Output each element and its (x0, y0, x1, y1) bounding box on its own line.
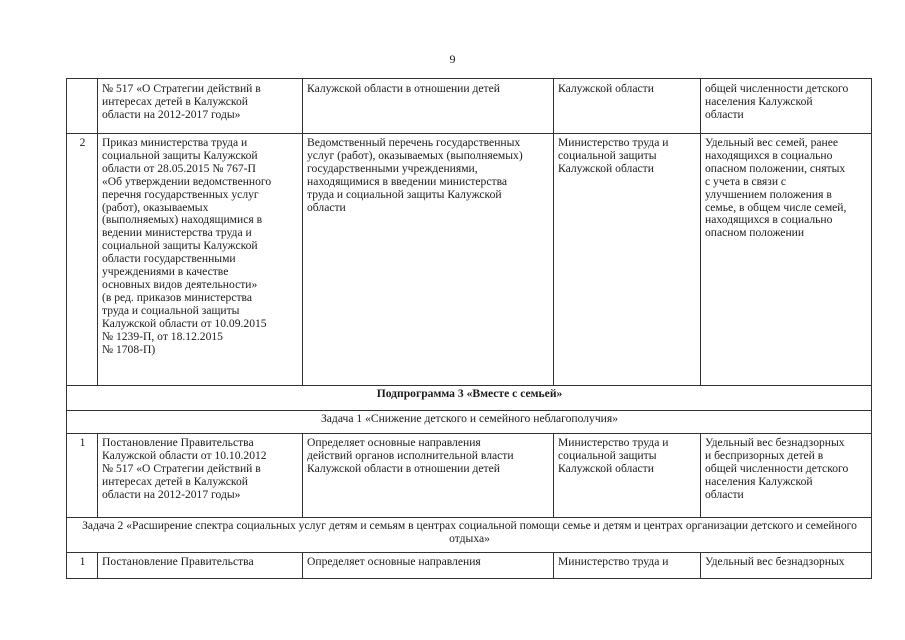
page-number: 9 (449, 52, 456, 66)
subprogram-heading-row (67, 386, 872, 411)
row-number-cell: 1 (67, 553, 98, 579)
row-number-cell: 1 (67, 434, 98, 518)
row-number-cell: 2 (67, 134, 98, 386)
purpose-cell: Ведомственный перечень государственных услуг (работ), оказываемых (выполняемых) государственными учреждениями, находящимися в введении министерства труда и социальной защиты Калужской области (303, 134, 554, 386)
table-row (67, 79, 872, 134)
table-row (67, 553, 872, 579)
responsible-cell: Министерство труда и социальной защиты Калужской области (554, 434, 701, 518)
indicator-cell: общей численности детского населения Калужской области (701, 79, 872, 134)
responsible-cell: Министерство труда и (554, 553, 701, 579)
responsible-cell: Министерство труда и социальной защиты Калужской области (554, 134, 701, 386)
row-number-cell (67, 79, 98, 134)
task-heading: Задача 1 «Снижение детского и семейного неблагополучия» (67, 411, 872, 434)
purpose-cell: Калужской области в отношении детей (303, 79, 554, 134)
task-heading-row (67, 518, 872, 553)
indicator-cell: Удельный вес безнадзорных (701, 553, 872, 579)
document-cell: Постановление Правительства Калужской области от 10.10.2012 № 517 «О Стратегии действий в интересах детей в Калужской области на 2012-2017 годы» (98, 434, 303, 518)
indicator-cell: Удельный вес безнадзорных и беспризорных детей в общей численности детского населения Калужской области (701, 434, 872, 518)
purpose-cell: Определяет основные направления действий органов исполнительной власти Калужской области в отношении детей (303, 434, 554, 518)
document-table (66, 78, 872, 579)
purpose-cell: Определяет основные направления (303, 553, 554, 579)
responsible-cell: Калужской области (554, 79, 701, 134)
table-row (67, 434, 872, 518)
document-cell: Приказ министерства труда и социальной защиты Калужской области от 28.05.2015 № 767-П «Об утверждении ведомственного перечня государственных услуг (работ), оказываемых (выполняемых) находящимися в ведении министерства труда и социальной защиты Калужской области государственными учреждениями в качестве основных видов деятельности» (в ред. приказов министерства труда и социальной защиты Калужской области от 10.09.2015 № 1239-П, от 18.12.2015 № 1708-П) (98, 134, 303, 386)
task-heading: Задача 2 «Расширение спектра социальных услуг детям и семьям в центрах социальной помощи семье и детям и центрах организации детского и семейного отдыха» (67, 518, 872, 553)
subprogram-heading: Подпрограмма 3 «Вместе с семьей» (67, 386, 872, 411)
document-cell: Постановление Правительства (98, 553, 303, 579)
table-row (67, 134, 872, 386)
task-heading-row (67, 411, 872, 434)
indicator-cell: Удельный вес семей, ранее находящихся в социально опасном положении, снятых с учета в связи с улучшением положения в семье, в общем числе семей, находящихся в социально опасном положении (701, 134, 872, 386)
document-cell: № 517 «О Стратегии действий в интересах детей в Калужской области на 2012-2017 годы» (98, 79, 303, 134)
